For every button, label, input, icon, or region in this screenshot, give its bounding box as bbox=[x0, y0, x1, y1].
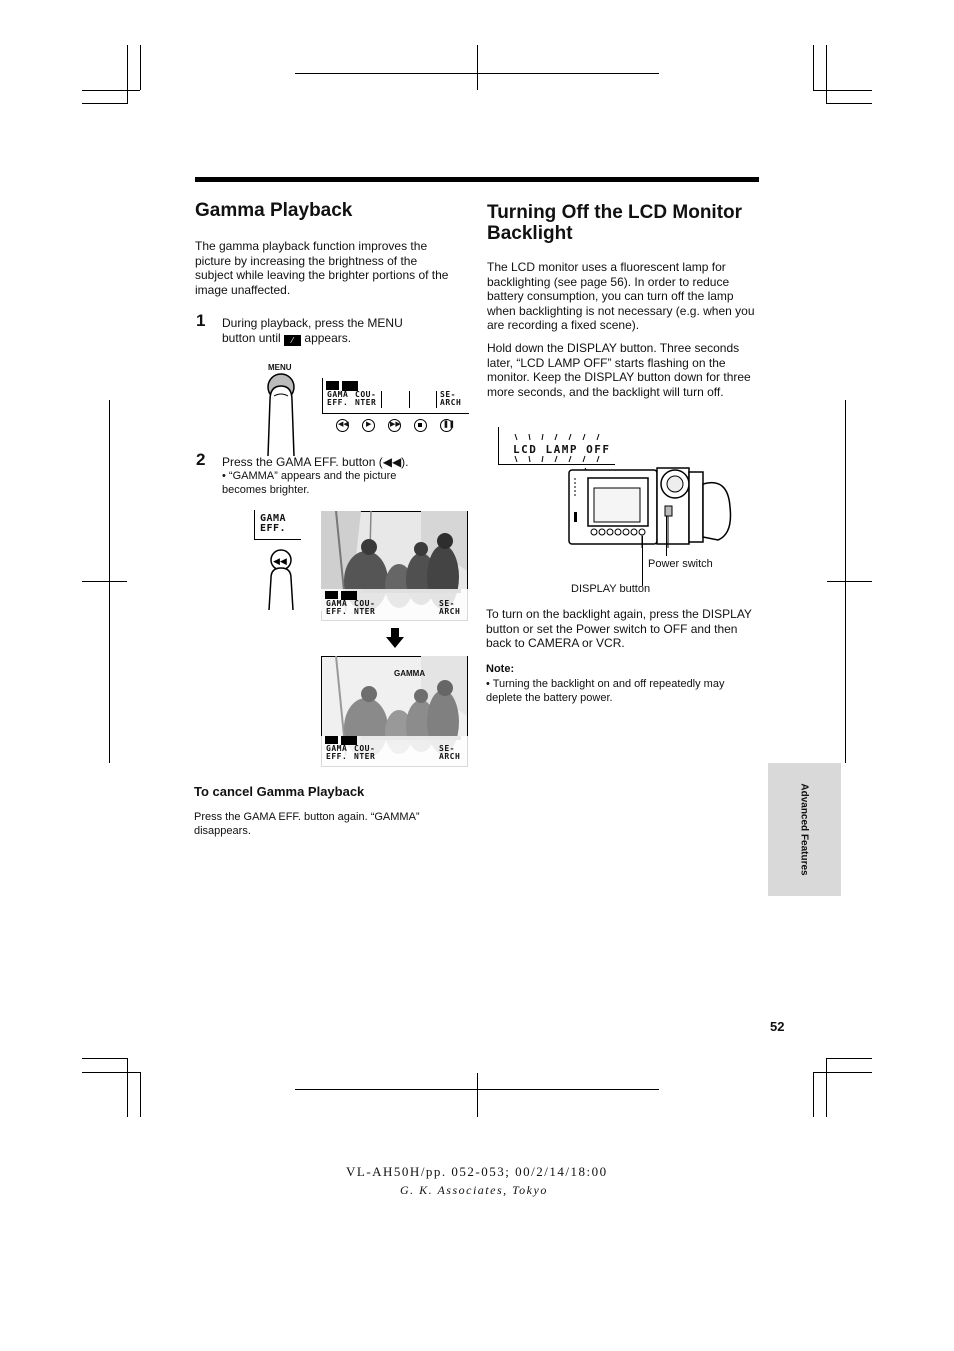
down-arrow-icon bbox=[386, 628, 404, 648]
crop-mark bbox=[813, 45, 814, 90]
crop-mark bbox=[140, 45, 141, 90]
page-number: 52 bbox=[770, 1019, 785, 1034]
osd-divider bbox=[381, 391, 382, 408]
display-button-label: DISPLAY button bbox=[571, 583, 651, 595]
leader-line bbox=[666, 516, 667, 556]
crop-mark bbox=[826, 1058, 872, 1059]
crop-mark bbox=[82, 90, 140, 91]
crop-mark bbox=[127, 1058, 128, 1117]
finger-press-menu-icon bbox=[262, 372, 302, 456]
crop-mark bbox=[826, 1058, 827, 1117]
crop-mark bbox=[813, 1072, 814, 1117]
stop-button-icon bbox=[414, 419, 427, 432]
step-number-2: 2 bbox=[196, 450, 206, 469]
effect-icon bbox=[325, 736, 338, 744]
gamma-intro: The gamma playback function improves the picture by increasing the brightness of the subject while leaving the brighter portions of the image unaffected. bbox=[195, 239, 449, 297]
lcd-para1: The LCD monitor uses a fluorescent lamp for backlighting (see page 56). In order to reduce battery consumption, you can turn off the lamp when backlighting is not necessary (e.g. when you are recording a fixed scene). bbox=[487, 260, 755, 332]
footer-line2: G. K. Associates, Tokyo bbox=[400, 1183, 548, 1197]
fast-forward-button-icon: ▶▶ bbox=[388, 419, 401, 432]
finger-press-rewind-icon bbox=[264, 548, 300, 612]
crop-mark bbox=[82, 1072, 140, 1073]
footer-line1: VL-AH50H/pp. 052-053; 00/2/14/18:00 bbox=[346, 1164, 608, 1179]
crop-mark bbox=[827, 581, 872, 582]
osd-search: SE- ARCH bbox=[439, 599, 461, 616]
crop-mark bbox=[82, 103, 128, 104]
osd-divider bbox=[436, 391, 437, 408]
note-title: Note: bbox=[486, 663, 515, 675]
menu-label: MENU bbox=[268, 363, 292, 372]
osd-divider bbox=[409, 391, 410, 408]
cancel-text: Press the GAMA EFF. button again. “GAMMA” disappears. bbox=[194, 811, 420, 837]
crop-mark bbox=[813, 1072, 872, 1073]
crop-mark bbox=[82, 581, 127, 582]
osd-counter: COU- NTER bbox=[354, 744, 376, 761]
osd-gama-eff: GAMA EFF. bbox=[327, 390, 349, 407]
power-switch-label: Power switch bbox=[648, 558, 713, 570]
osd-search: SE- ARCH bbox=[439, 744, 461, 761]
step1-text-b: button until bbox=[222, 330, 281, 345]
gamma-overlay: GAMMA bbox=[394, 669, 426, 678]
crop-mark bbox=[140, 1072, 141, 1117]
osd-counter: COU- NTER bbox=[355, 390, 377, 407]
crop-mark bbox=[826, 103, 872, 104]
svg-text:◀◀: ◀◀ bbox=[273, 557, 287, 567]
step-number-1: 1 bbox=[196, 311, 206, 330]
pause-button-icon: ❚❚ bbox=[440, 419, 453, 432]
section-title-lcd: Turning Off the LCD Monitor Backlight bbox=[487, 202, 743, 244]
osd-search: SE- ARCH bbox=[440, 390, 462, 407]
crop-mark bbox=[127, 45, 128, 103]
crop-mark bbox=[477, 1073, 478, 1117]
crop-mark bbox=[813, 90, 872, 91]
osd-gama-eff: GAMA EFF. bbox=[326, 599, 348, 616]
note-text: • Turning the backlight on and off repeatedly may deplete the battery power. bbox=[486, 678, 725, 704]
rewind-button-icon: ◀◀ bbox=[336, 419, 349, 432]
effect-icon: ⁄ bbox=[284, 335, 301, 346]
leader-line bbox=[642, 536, 643, 586]
step2-bullet: • “GAMMA” appears and the picture becomes brighter. bbox=[222, 470, 397, 496]
step2-text: Press the GAMA EFF. button (◀◀). bbox=[222, 455, 409, 469]
side-tab-label: Advanced Features bbox=[799, 783, 811, 876]
lcd-para2: Hold down the DISPLAY button. Three seconds later, “LCD LAMP OFF” starts flashing on the monitor. Keep the DISPLAY button down for three more seconds, and the backlight will turn off. bbox=[487, 341, 751, 399]
step1-text-c: appears. bbox=[304, 330, 352, 345]
cancel-title: To cancel Gamma Playback bbox=[194, 784, 365, 799]
header-rule bbox=[195, 177, 759, 182]
effect-icon bbox=[325, 591, 338, 599]
play-button-icon: ▶ bbox=[362, 419, 375, 432]
gama-eff-label: GAMA EFF. bbox=[260, 513, 287, 534]
step1-text bbox=[222, 316, 462, 346]
camcorder-illustration bbox=[568, 462, 734, 548]
step1-text-a: During playback, press the MENU bbox=[222, 316, 403, 330]
osd-gama-eff: GAMA EFF. bbox=[326, 744, 348, 761]
crop-mark bbox=[826, 45, 827, 103]
osd-counter: COU- NTER bbox=[354, 599, 376, 616]
lcd-para3: To turn on the backlight again, press the DISPLAY button or set the Power switch to OFF and then back to CAMERA or VCR. bbox=[486, 607, 752, 650]
crop-mark bbox=[477, 45, 478, 90]
section-title-gamma: Gamma Playback bbox=[195, 200, 353, 221]
crop-mark bbox=[82, 1058, 128, 1059]
lcd-lamp-off-text: LCD LAMP OFF bbox=[513, 443, 611, 456]
effect-icon bbox=[326, 381, 339, 390]
